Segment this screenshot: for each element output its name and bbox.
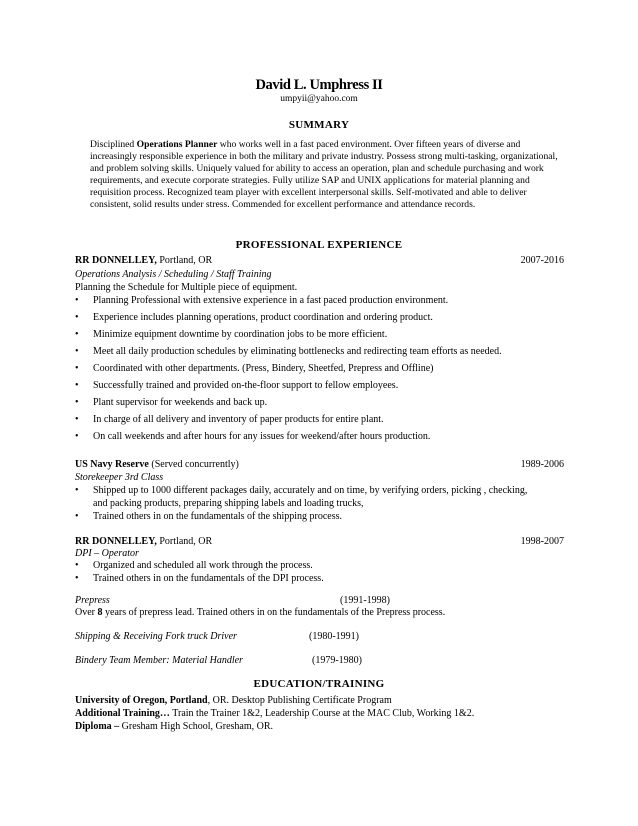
prepress-years: 8 — [97, 607, 103, 618]
job3-location: Portland, OR — [156, 536, 213, 547]
bullet: • — [75, 329, 79, 340]
job2-bullet-1-line2: and packing products, preparing shipping labels and loading trucks, — [93, 498, 364, 509]
summary-pre: Disciplined — [90, 139, 137, 150]
prepress-pre: Over — [75, 607, 98, 618]
bullet: • — [75, 295, 79, 306]
prepress-description — [75, 608, 445, 618]
job3-dates: 1998-2007 — [520, 536, 564, 547]
job1-bullet-2: Experience includes planning operations, product coordination and ordering product. — [93, 312, 433, 323]
summary-post: who works well in a fast paced environment. Over fifteen years of diverse and increasingly responsible experience in both the military and private industry. Possess strong multi-tasking, organizational, and problem solving skills. Uniquely valued for ability to access an operation, plan and schedule purchasing and work requirements, and execute corporate strategies. Fully utilize SAP and UNIX applications for material planning and requisition process. Recognized team player with excellent interpersonal skills. Self-motivated and able to deliver consistent, solid results under stress. Commended for excellent performance and attendance records. — [90, 139, 558, 211]
job2-location: (Served concurrently) — [148, 459, 239, 470]
job2-dates: 1989-2006 — [520, 459, 564, 470]
job1-location: Portland, OR — [156, 255, 213, 266]
job3-company: RR DONNELLEY, — [75, 536, 157, 547]
job3-employer — [75, 537, 212, 547]
education-school: University of Oregon, Portland — [75, 695, 208, 706]
bullet: • — [75, 511, 79, 522]
experience-heading: PROFESSIONAL EXPERIENCE — [235, 239, 403, 251]
job2-company: US Navy Reserve — [75, 459, 149, 470]
bullet: • — [75, 485, 79, 496]
additional-training-detail: Train the Trainer 1&2, Leadership Course at the MAC Club, Working 1&2. — [169, 708, 475, 719]
job1-description: Planning the Schedule for Multiple piece of equipment. — [75, 282, 298, 293]
resume-name: David L. Umphress II — [255, 77, 383, 93]
summary-heading: SUMMARY — [288, 119, 350, 131]
job1-bullet-3: Minimize equipment downtime by coordination jobs to be more efficient. — [93, 329, 388, 340]
job1-bullet-8: In charge of all delivery and inventory of paper products for entire plant. — [93, 414, 384, 425]
job1-company: RR DONNELLEY, — [75, 255, 157, 266]
education-line-3 — [75, 722, 273, 732]
bullet: • — [75, 573, 79, 584]
job1-employer — [75, 256, 212, 266]
job3-bullet-1: Organized and scheduled all work through the process. — [93, 560, 313, 571]
education-line-1 — [75, 696, 392, 706]
job2-bullet-1-line1: Shipped up to 1000 different packages daily, accurately and on time, by verifying orders, picking , checking, — [93, 485, 528, 496]
diploma-detail: Gresham High School, Gresham, OR. — [119, 721, 274, 732]
prepress-title: Prepress — [75, 595, 110, 606]
prepress-dates: (1991-1998) — [340, 595, 390, 606]
prepress-post: years of prepress lead. Trained others in on the fundamentals of the Prepress process. — [102, 607, 446, 618]
job1-bullet-9: On call weekends and after hours for any issues for weekend/after hours production. — [93, 431, 431, 442]
job2-bullet-2: Trained others in on the fundamentals of the shipping process. — [93, 511, 343, 522]
bullet: • — [75, 380, 79, 391]
bullet: • — [75, 312, 79, 323]
job1-bullet-7: Plant supervisor for weekends and back up. — [93, 397, 268, 408]
job1-dates: 2007-2016 — [520, 255, 564, 266]
job1-bullet-6: Successfully trained and provided on-the-floor support to fellow employees. — [93, 380, 399, 391]
job1-bullet-5: Coordinated with other departments. (Press, Bindery, Sheetfed, Prepress and Offline) — [93, 363, 434, 374]
diploma-label: Diploma – — [75, 721, 120, 732]
summary-role: Operations Planner — [136, 139, 218, 150]
summary-text — [90, 139, 560, 212]
job3-bullet-2: Trained others in on the fundamentals of the DPI process. — [93, 573, 324, 584]
bullet: • — [75, 363, 79, 374]
bindery-dates: (1979-1980) — [312, 655, 362, 666]
job1-title: Operations Analysis / Scheduling / Staff Training — [75, 269, 272, 280]
email-address: umpyii@yahoo.com — [280, 94, 358, 104]
additional-training-label: Additional Training… — [75, 708, 170, 719]
bullet: • — [75, 431, 79, 442]
education-program: , OR. Desktop Publishing Certificate Program — [207, 695, 392, 706]
bullet: • — [75, 414, 79, 425]
bullet: • — [75, 346, 79, 357]
job2-employer — [75, 460, 239, 470]
education-line-2 — [75, 709, 474, 719]
job1-bullet-1: Planning Professional with extensive experience in a fast paced production environment. — [93, 295, 449, 306]
job3-title: DPI – Operator — [75, 548, 139, 559]
job1-bullet-4: Meet all daily production schedules by eliminating bottlenecks and redirecting team efforts as needed. — [93, 346, 502, 357]
bullet: • — [75, 397, 79, 408]
bindery-title: Bindery Team Member: Material Handler — [75, 655, 243, 666]
education-heading: EDUCATION/TRAINING — [253, 678, 385, 690]
job2-title: Storekeeper 3rd Class — [75, 472, 164, 483]
shipping-title: Shipping & Receiving Fork truck Driver — [75, 631, 237, 642]
shipping-dates: (1980-1991) — [309, 631, 359, 642]
bullet: • — [75, 560, 79, 571]
